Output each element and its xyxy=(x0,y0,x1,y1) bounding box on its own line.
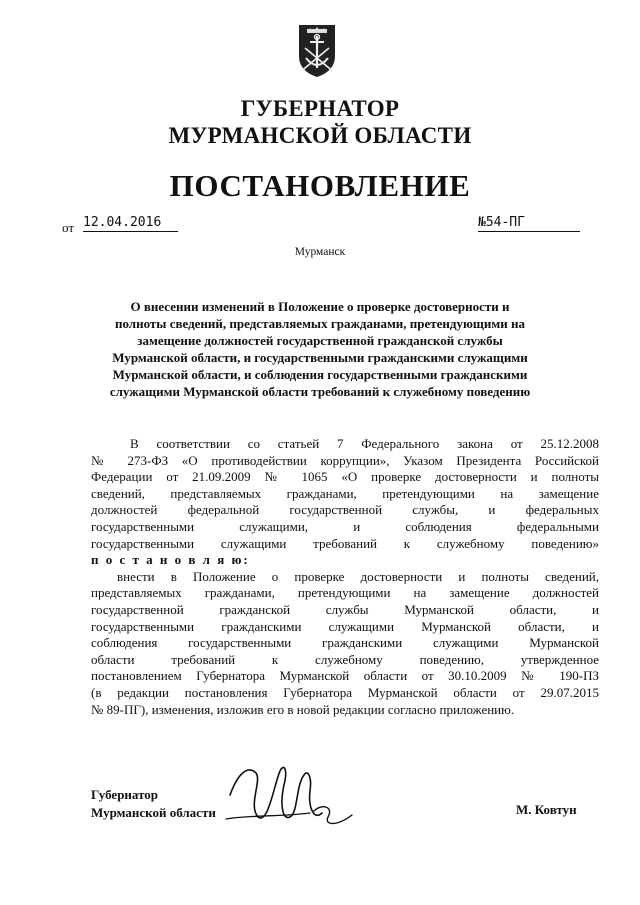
coat-of-arms-icon xyxy=(296,22,338,78)
document-body xyxy=(91,436,599,718)
body-line: соблюдения государственными гражданскими служащими Мурманской xyxy=(91,635,599,651)
authority-title: ГУБЕРНАТОР xyxy=(240,96,400,121)
title-line: полноты сведений, представляемых гражданами, претендующими на xyxy=(114,316,525,331)
title-line: замещение должностей государственной гражданской службы xyxy=(137,333,503,348)
body-line: (в редакции постановления Губернатора Мурманской области от 29.07.2015 xyxy=(91,684,599,700)
document-number: №54-ПГ xyxy=(478,214,580,232)
body-line: представляемых гражданами, претендующими на замещение должностей xyxy=(91,585,599,601)
body-line: № 273-ФЗ «О противодействии коррупции», Указом Президента Российской xyxy=(91,452,599,468)
decree-word: п о с т а н о в л я ю: xyxy=(91,552,250,568)
body-line: государственными гражданскими служащими Мурманской области, и xyxy=(91,618,599,634)
body-line: должностей федеральной государственной службы, и федеральных xyxy=(91,502,599,518)
body-line: государственной гражданской службы Мурманской области, и xyxy=(91,601,599,617)
title-line: Мурманской области, и соблюдения государственными гражданскими xyxy=(112,367,528,382)
body-line: внести в Положение о проверке достоверности и полноты сведений, xyxy=(117,568,599,584)
document-date: 12.04.2016 xyxy=(83,214,178,232)
title-line: Мурманской области, и государственными гражданскими служащими xyxy=(112,350,528,365)
body-line: сведений, представляемых гражданами, претендующими на замещение xyxy=(91,485,599,501)
body-line: государственными служащими, и соблюдения федеральными xyxy=(91,518,599,534)
body-line: Федерации от 21.09.2009 № 1065 «О проверке достоверности и полноты xyxy=(91,469,599,485)
signatory-name: М. Ковтун xyxy=(516,802,577,817)
body-line: постановлением Губернатора Мурманской области от 30.10.2009 № 190-ПЗ xyxy=(91,668,599,684)
body-line: № 89-ПГ), изменения, изложив его в новой редакции согласно приложению. xyxy=(91,701,515,717)
signatory-position xyxy=(91,786,216,822)
title-line: О внесении изменений в Положение о проверке достоверности и xyxy=(130,299,510,314)
handwritten-signature xyxy=(218,755,363,835)
document-title xyxy=(60,298,580,400)
title-line: служащими Мурманской области требований к служебному поведению xyxy=(109,384,531,399)
document-type: ПОСТАНОВЛЕНИЕ xyxy=(169,168,471,203)
date-prefix: от xyxy=(62,220,75,235)
position-line: Мурманской области xyxy=(91,805,216,820)
position-line: Губернатор xyxy=(91,787,159,802)
issue-city: Мурманск xyxy=(294,246,346,258)
authority-region: МУРМАНСКОЙ ОБЛАСТИ xyxy=(168,123,472,148)
body-line: государственными служащими требований к служебному поведению» xyxy=(91,535,599,551)
body-line: В соответствии со статьей 7 Федерального закона от 25.12.2008 xyxy=(130,436,599,451)
body-line: области требований к служебному поведению, утвержденное xyxy=(91,651,599,667)
